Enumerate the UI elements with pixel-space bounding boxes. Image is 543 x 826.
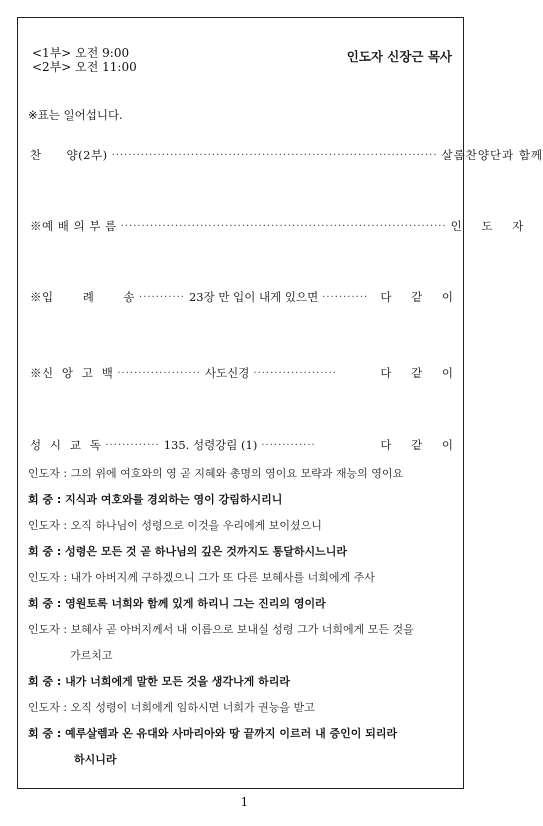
order-item-praise [30, 146, 543, 164]
leader-line: 인도자 : 오직 하나님이 성령으로 이것을 우리에게 보이셨으니 [28, 519, 322, 532]
congregation-line: 회 중 : 지식과 여호와를 경외하는 영이 강림하시리니 [28, 493, 283, 506]
order-detail: 135. 성령강림 (1) [163, 438, 258, 452]
order-label: 성 시 교 독 [30, 438, 102, 452]
leader-line: 인도자 : 보혜사 곧 아버지께서 내 이름으로 보내실 성령 그가 너희에게 모든 것을 [28, 623, 414, 636]
order-item-call-to-worship [30, 217, 525, 235]
congregation-line: 회 중 : 영원토록 너희와 함께 있게 하리니 그는 진리의 영이라 [28, 597, 326, 610]
service-time-2: <2부> 오전 11:00 [32, 60, 137, 74]
service-time-1: <1부> 오전 9:00 [32, 46, 130, 60]
leader-line: 인도자 : 오직 성령이 너희에게 임하시면 너희가 권능을 받고 [28, 701, 315, 714]
order-performer: 다 같 이 [380, 290, 454, 304]
congregation-line: 회 중 : 예루살렘과 온 유대와 사마리아와 땅 끝까지 이르러 내 증인이 되리라 [28, 727, 398, 740]
leader-dots: ··········· [322, 291, 369, 303]
worship-leader: 인도자 신장근 목사 [346, 49, 452, 64]
leader-dots: ··········· [139, 291, 185, 303]
order-performer: 다 같 이 [380, 438, 454, 452]
order-performer: 인 도 자 [450, 219, 525, 233]
order-label: ※신 앙 고 백 [30, 366, 114, 380]
order-item-confession [30, 364, 454, 382]
order-performer: 살롬찬양단과 함께 [441, 148, 543, 162]
leader-line: 인도자 : 그의 위에 여호와의 영 곧 지혜와 총명의 영이요 모략과 재능의 영이요 [28, 467, 404, 480]
leader-line: 인도자 : 내가 아버지께 구하겠으니 그가 또 다른 보혜사를 너희에게 주사 [28, 571, 375, 584]
order-item-hymn [30, 288, 454, 306]
order-detail: 사도신경 [204, 366, 250, 380]
congregation-line: 회 중 : 성령은 모든 것 곧 하나님의 깊은 것까지도 통달하시느니라 [28, 545, 347, 558]
order-label: ※입 례 송 [30, 290, 136, 304]
standing-note: ※표는 일어섭니다. [28, 108, 123, 122]
order-item-responsive-reading [30, 436, 454, 454]
order-label: ※예 배 의 부 름 [30, 219, 117, 233]
bulletin-frame [17, 17, 543, 789]
leader-dots: ···················· [117, 367, 201, 379]
congregation-line-continued: 하시니라 [28, 753, 117, 766]
leader-dots: ···················· [253, 367, 337, 379]
leader-dots: ············· [261, 439, 316, 451]
order-detail: 23장 만 입이 내게 있으면 [188, 290, 319, 304]
leader-dots: ············· [105, 439, 160, 451]
page-number: 1 [240, 795, 249, 809]
order-label: 찬 양(2부) [30, 148, 108, 162]
order-performer: 다 같 이 [380, 366, 454, 380]
leader-dots: ·············································································· [120, 220, 447, 232]
congregation-line: 회 중 : 내가 너희에게 말한 모든 것을 생각나게 하리라 [28, 675, 291, 688]
responsive-reading [28, 461, 414, 773]
leader-line-continued: 가르치고 [28, 649, 113, 662]
leader-dots: ·············································································· [111, 149, 438, 161]
